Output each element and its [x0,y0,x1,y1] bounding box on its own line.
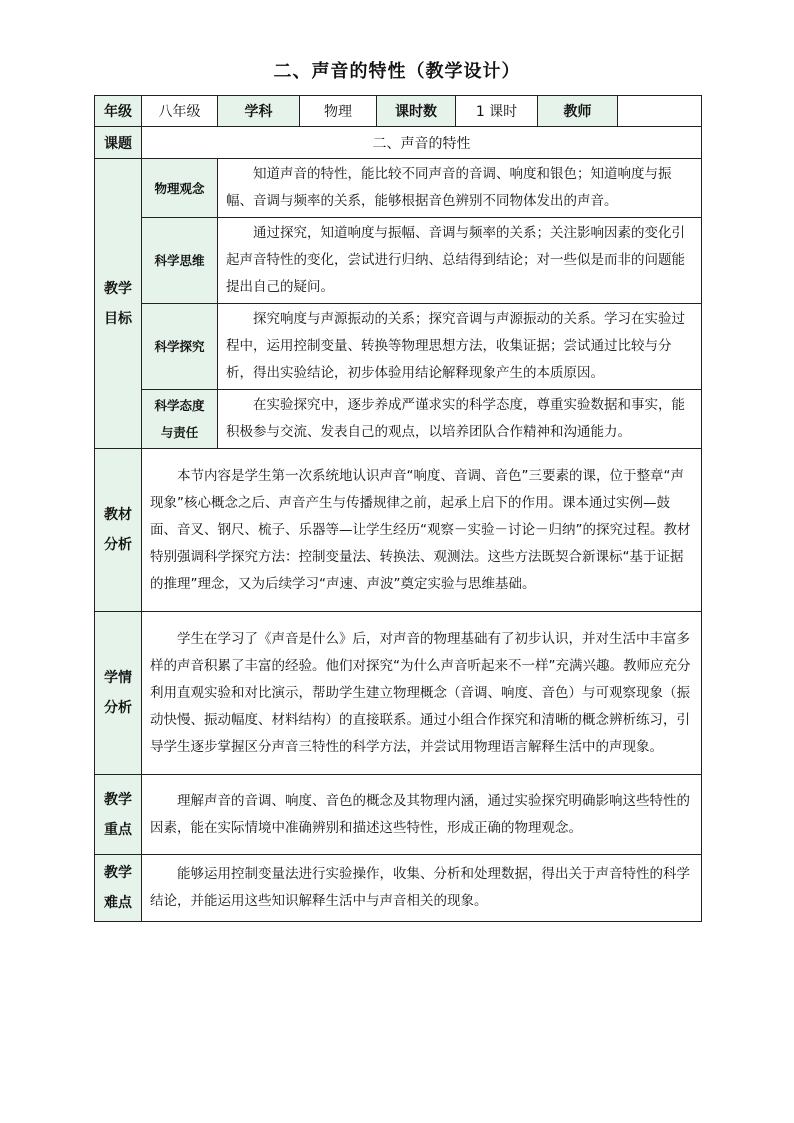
difficulties-label [95,855,142,922]
materials-text: 本节内容是学生第一次系统地认识声音“响度、音调、音色”三要素的课，位于整章“声现象”核心概念之后、声音产生与传播规律之前，起承上启下的作用。课本通过实例—鼓面、音叉、钢尺、梳子、乐器等—让学生经历“观察－实验－讨论－归纳”的探究过程。教材特别强调科学探究方法：控制变量法、转换法、观测法。这些方法既契合新课标“基于证据的推理”理念，又为后续学习“声速、声波”奠定实验与思维基础。 [142,449,702,612]
students-row [95,612,702,775]
periods-value: 1 课时 [456,96,538,127]
topic-value: 二、声音的特性 [142,127,702,159]
topic-row [95,127,702,159]
materials-label-line1: 教材 [104,507,132,523]
students-label-line1: 学情 [104,670,132,686]
teacher-value [618,96,702,127]
goal-name-attitude [142,390,218,449]
key-points-row [95,775,702,855]
lesson-plan-table [94,95,702,922]
topic-label: 课题 [95,127,142,159]
goal-text-thinking: 通过探究，知道响度与振幅、音调与频率的关系；关注影响因素的变化引起声音特性的变化，尝试进行归纳、总结得到结论；对一些似是而非的问题能提出自己的疑问。 [218,218,702,304]
materials-label [95,449,142,612]
header-row [95,96,702,127]
students-label [95,612,142,775]
goal-row-attitude [95,390,702,449]
goal-text-inquiry: 探究响度与声源振动的关系；探究音调与声源振动的关系。学习在实验过程中，运用控制变量、转换等物理思想方法，收集证据；尝试通过比较与分析，得出实验结论，初步体验用结论解释现象产生的本质原因。 [218,304,702,390]
key-points-label [95,775,142,855]
difficulties-label-line2: 难点 [104,895,132,911]
goal-name-inquiry-text: 科学探究 [154,339,205,354]
goal-row-physics [95,159,702,218]
students-label-line2: 分析 [104,700,132,716]
page-title: 二、声音的特性（教学设计） [273,61,521,82]
goals-label-line2: 目标 [104,310,132,327]
difficulties-text: 能够运用控制变量法进行实验操作，收集、分析和处理数据，得出关于声音特性的科学结论，并能运用这些知识解释生活中与声音相关的现象。 [142,855,702,922]
goal-text-attitude: 在实验探究中，逐步养成严谨求实的科学态度，尊重实验数据和事实，能积极参与交流、发表自己的观点，以培养团队合作精神和沟通能力。 [218,390,702,449]
subject-label: 学科 [218,96,300,127]
periods-label: 课时数 [377,96,456,127]
goal-name-attitude-line2: 与责任 [160,425,199,440]
subject-value: 物理 [300,96,377,127]
difficulties-row [95,855,702,922]
goal-name-attitude-line1: 科学态度 [154,398,205,413]
grade-value: 八年级 [142,96,218,127]
key-points-text: 理解声音的音调、响度、音色的概念及其物理内涵，通过实验探究明确影响这些特性的因素，能在实际情境中准确辨别和描述这些特性，形成正确的物理观念。 [142,775,702,855]
key-points-label-line2: 重点 [104,821,132,838]
grade-label: 年级 [95,96,142,127]
goals-label [95,159,142,449]
goal-name-physics [142,159,218,218]
goals-label-line1: 教学 [104,280,132,297]
goal-row-inquiry [95,304,702,390]
goal-text-physics: 知道声音的特性，能比较不同声音的音调、响度和银色；知道响度与振幅、音调与频率的关系，能够根据音色辨别不同物体发出的声音。 [218,159,702,218]
materials-label-line2: 分析 [104,537,132,553]
goal-name-thinking [142,218,218,304]
goal-row-thinking [95,218,702,304]
goal-name-inquiry [142,304,218,390]
goal-name-physics-text: 物理观念 [154,180,205,196]
difficulties-label-line1: 教学 [104,865,132,881]
goal-name-thinking-text: 科学思维 [154,253,205,268]
students-text: 学生在学习了《声音是什么》后，对声音的物理基础有了初步认识，并对生活中丰富多样的声音积累了丰富的经验。他们对探究“为什么声音听起来不一样”充满兴趣。教师应充分利用直观实验和对比演示，帮助学生建立物理概念（音调、响度、音色）与可观察现象（振动快慢、振动幅度、材料结构）的直接联系。通过小组合作探究和清晰的概念辨析练习，引导学生逐步掌握区分声音三特性的科学方法，并尝试用物理语言解释生活中的声现象。 [142,612,702,775]
key-points-label-line1: 教学 [104,791,132,808]
materials-row [95,449,702,612]
teacher-label: 教师 [538,96,618,127]
